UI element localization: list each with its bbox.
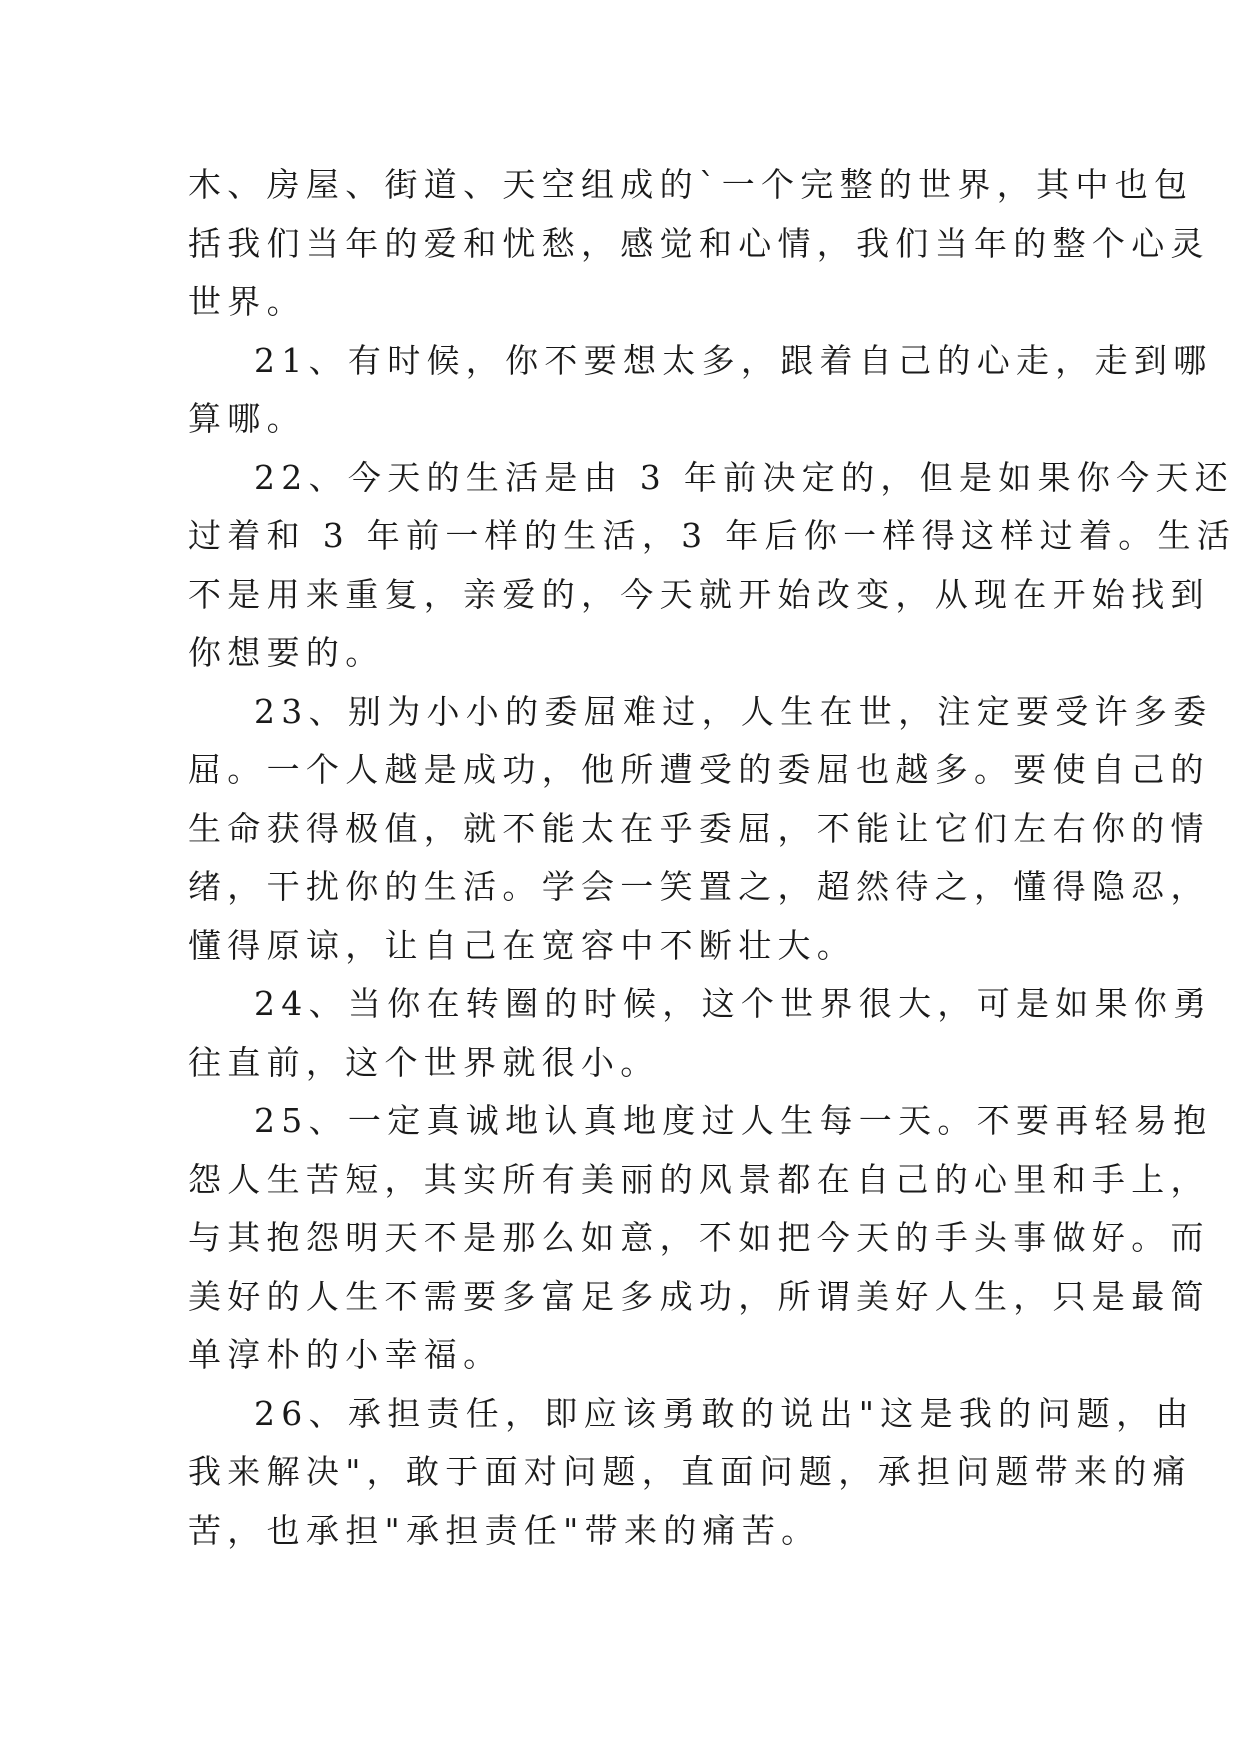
text-line: 怨人生苦短，其实所有美丽的风景都在自己的心里和手上， [188, 1159, 1210, 1199]
document-body [188, 156, 1237, 1560]
text-line: 22、今天的生活是由 3 年前决定的，但是如果你今天还 [254, 457, 1235, 497]
paragraph-21 [188, 332, 1213, 449]
text-line: 苦，也承担"承担责任"带来的痛苦。 [188, 1510, 821, 1550]
paragraph-continued [188, 156, 1210, 332]
text-line: 美好的人生不需要多富足多成功，所谓美好人生，只是最简 [188, 1276, 1210, 1316]
text-line: 往直前，这个世界就很小。 [188, 1042, 660, 1082]
text-line: 你想要的。 [188, 633, 385, 672]
paragraph-25 [188, 1092, 1213, 1385]
paragraph-22 [188, 449, 1237, 683]
text-line: 绪，干扰你的生活。学会一笑置之，超然待之，懂得隐忍， [188, 867, 1210, 906]
text-line: 21、有时候，你不要想太多，跟着自己的心走，走到哪 [254, 340, 1213, 380]
text-line: 24、当你在转圈的时候，这个世界很大，可是如果你勇 [254, 984, 1213, 1023]
text-line: 算哪。 [188, 399, 306, 438]
text-line: 25、一定真诚地认真地度过人生每一天。不要再轻易抱 [254, 1101, 1213, 1140]
text-line: 23、别为小小的委屈难过，人生在世，注定要受许多委 [254, 691, 1213, 731]
text-line: 括我们当年的爱和忧愁，感觉和心情，我们当年的整个心灵 [188, 223, 1210, 263]
text-line: 懂得原谅，让自己在宽容中不断壮大。 [188, 925, 857, 965]
text-line: 我来解决"，敢于面对问题，直面问题，承担问题带来的痛 [188, 1452, 1192, 1491]
text-line: 单淳朴的小幸福。 [188, 1335, 503, 1374]
text-line: 生命获得极值，就不能太在乎委屈，不能让它们左右你的情 [188, 808, 1210, 848]
text-line: 与其抱怨明天不是那么如意，不如把今天的手头事做好。而 [188, 1218, 1210, 1257]
text-line: 不是用来重复，亲爱的，今天就开始改变，从现在开始找到 [188, 574, 1210, 614]
text-line: 过着和 3 年前一样的生活，3 年后你一样得这样过着。生活 [188, 516, 1237, 555]
paragraph-24 [188, 975, 1213, 1092]
text-line: 世界。 [188, 282, 306, 321]
paragraph-23 [188, 683, 1213, 976]
text-line: 屈。一个人越是成功，他所遭受的委屈也越多。要使自己的 [188, 750, 1210, 789]
text-line: 木、房屋、街道、天空组成的`一个完整的世界，其中也包 [188, 165, 1194, 204]
paragraph-26 [188, 1385, 1195, 1561]
text-line: 26、承担责任，即应该勇敢的说出"这是我的问题，由 [254, 1393, 1195, 1433]
